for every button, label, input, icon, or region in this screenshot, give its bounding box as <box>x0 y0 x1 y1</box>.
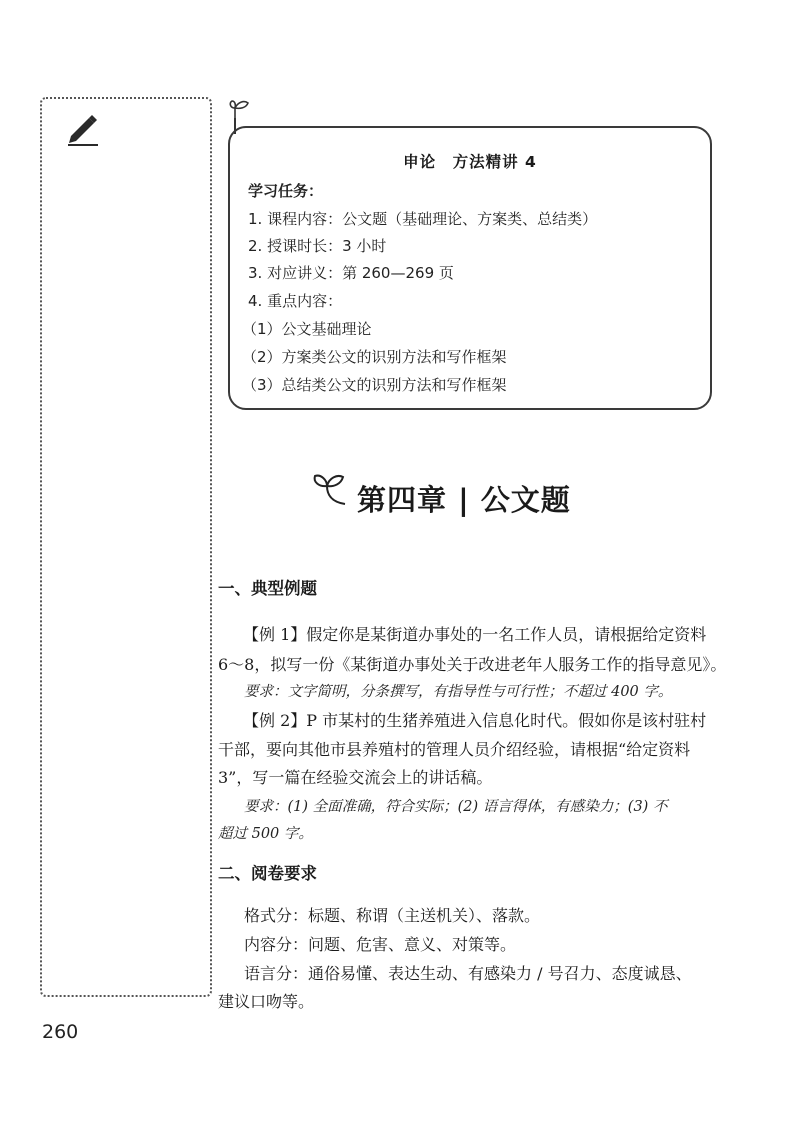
learning-task-box <box>228 126 712 410</box>
task-subitem-2: （2）方案类公文的识别方法和写作框架 <box>242 348 507 366</box>
task-box-title: 申论 方法精讲 4 <box>403 153 537 171</box>
grading-language-line: 语言分：通俗易懂、表达生动、有感染力 / 号召力、态度诚恳、 <box>244 964 692 983</box>
grading-format-line: 格式分：标题、称谓（主送机关）、落款。 <box>244 906 541 925</box>
page-number: 260 <box>42 1021 79 1043</box>
section-heading-grading: 二、阅卷要求 <box>218 864 317 883</box>
section-heading-examples: 一、典型例题 <box>218 579 317 598</box>
example2-requirement: 要求：(1) 全面准确，符合实际；(2) 语言得体，有感染力；(3) 不 <box>244 799 668 815</box>
example2-line: 【例 2】P 市某村的生猪养殖进入信息化时代。假如你是该村驻村 <box>243 711 707 730</box>
sprout-icon <box>305 472 355 512</box>
example1-requirement: 要求：文字简明，分条撰写，有指导性与可行性；不超过 400 字。 <box>244 684 673 700</box>
notes-margin-box <box>40 97 212 997</box>
task-item-pages: 3. 对应讲义：第 260—269 页 <box>248 264 454 282</box>
grading-language-line: 建议口吻等。 <box>218 992 315 1011</box>
task-item-content: 1. 课程内容：公文题（基础理论、方案类、总结类） <box>248 210 598 228</box>
pen-icon <box>65 114 99 146</box>
chapter-title: 第四章 | 公文题 <box>357 483 571 517</box>
task-item-key-points: 4. 重点内容： <box>248 292 343 310</box>
sprout-icon <box>228 98 254 122</box>
task-item-duration: 2. 授课时长：3 小时 <box>248 237 387 255</box>
example2-requirement: 超过 500 字。 <box>218 826 313 842</box>
task-subitem-3: （3）总结类公文的识别方法和写作框架 <box>242 376 507 394</box>
example2-line: 干部，要向其他市县养殖村的管理人员介绍经验，请根据“给定资料 <box>218 740 691 759</box>
task-heading: 学习任务： <box>248 182 324 200</box>
example1-line: 【例 1】假定你是某街道办事处的一名工作人员，请根据给定资料 <box>243 625 707 644</box>
grading-content-line: 内容分：问题、危害、意义、对策等。 <box>244 935 517 954</box>
example1-line: 6～8，拟写一份《某街道办事处关于改进老年人服务工作的指导意见》。 <box>218 655 727 674</box>
chapter-heading <box>305 470 625 530</box>
example2-line: 3”，写一篇在经验交流会上的讲话稿。 <box>218 768 493 787</box>
task-subitem-1: （1）公文基础理论 <box>242 320 372 338</box>
